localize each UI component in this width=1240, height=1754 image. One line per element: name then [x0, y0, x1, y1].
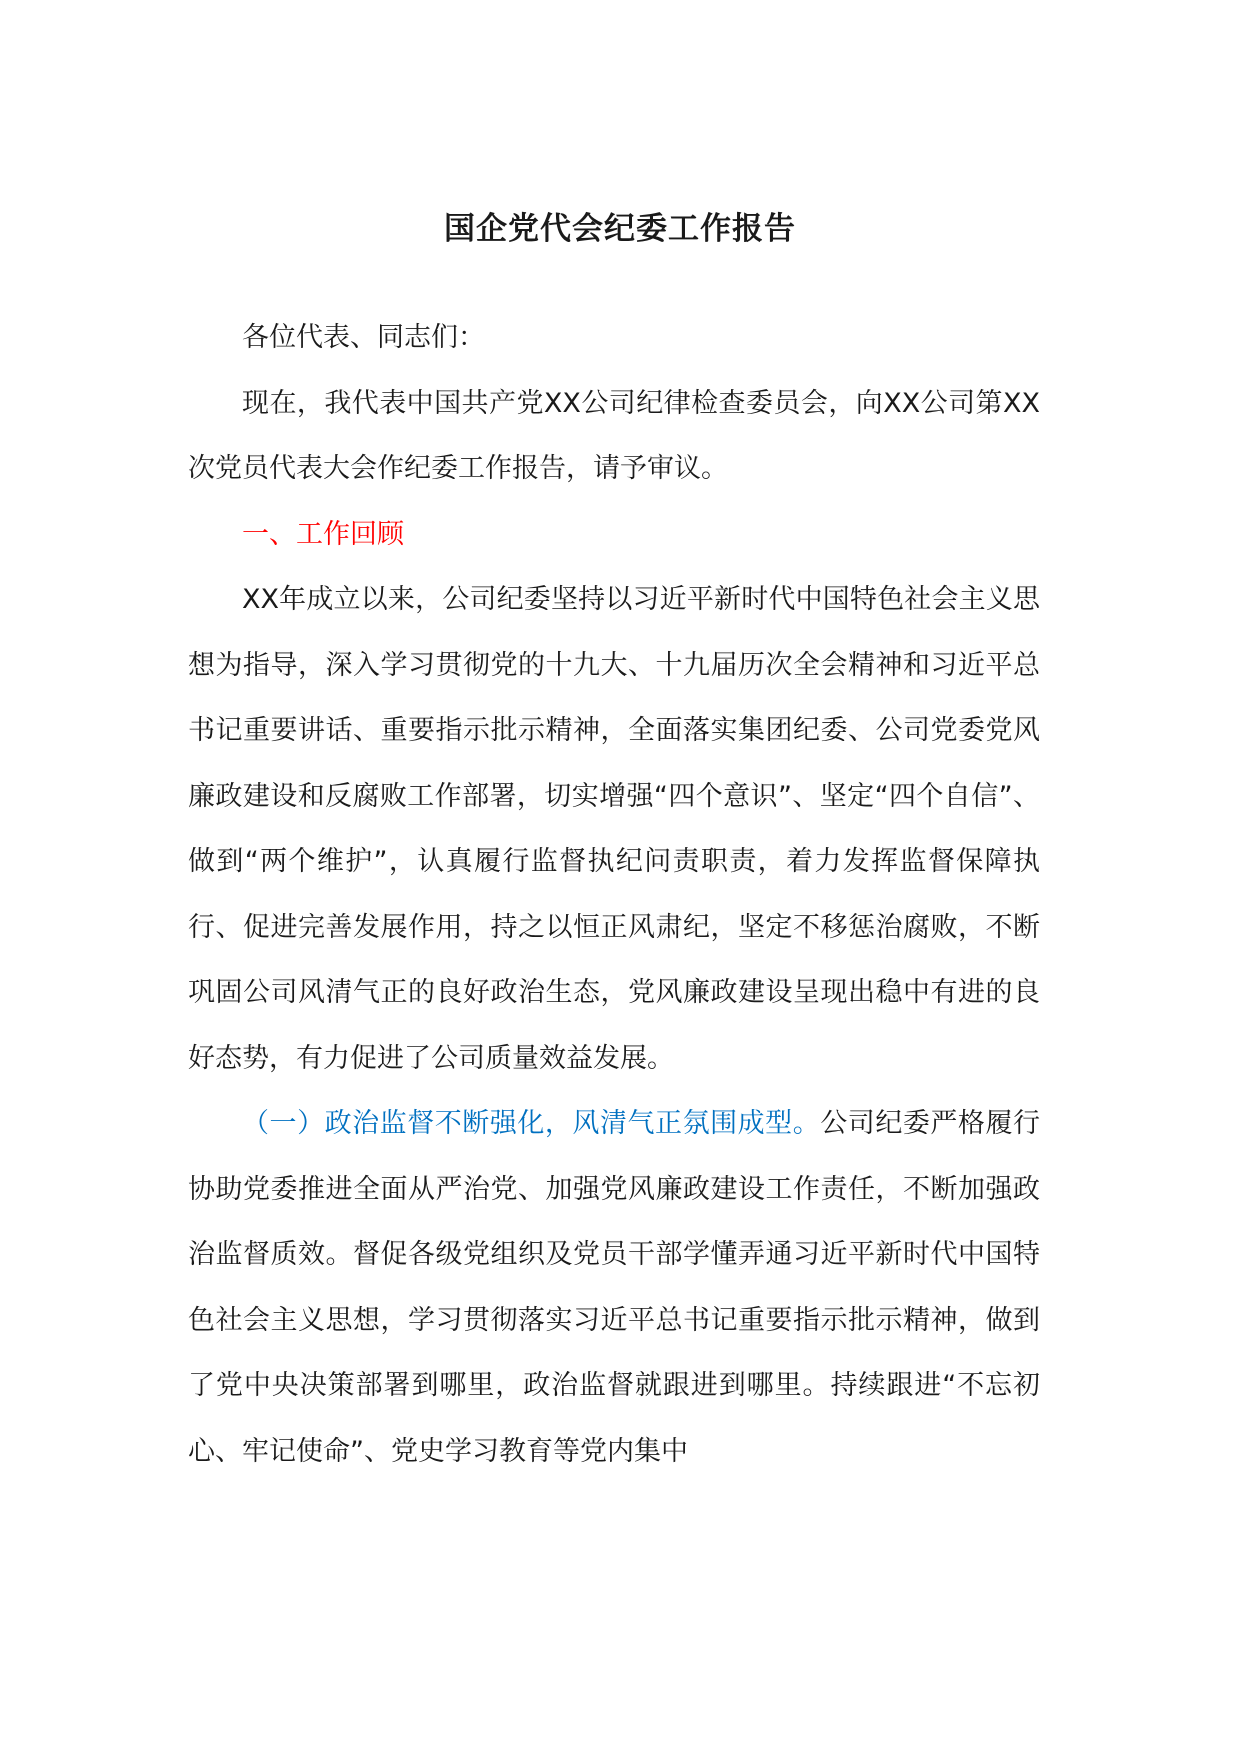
work-review-paragraph: XX年成立以来，公司纪委坚持以习近平新时代中国特色社会主义思想为指导，深入学习贯彻党的十九大、十九届历次全会精神和习近平总书记重要讲话、重要指示批示精神，全面落实集团纪委、公司党委党风廉政建设和反腐败工作部署，切实增强“四个意识”、坚定“四个自信”、做到“两个维护”，认真履行监督执纪问责职责，着力发挥监督保障执行、促进完善发展作用，持之以恒正风肃纪，坚定不移惩治腐败，不断巩固公司风清气正的良好政治生态，党风廉政建设呈现出稳中有进的良好态势，有力促进了公司质量效益发展。: [188, 584, 1040, 1074]
political-supervision-text: 公司纪委严格履行协助党委推进全面从严治党、加强党风廉政建设工作责任，不断加强政治监督质效。督促各级党组织及党员干部学懂弄通习近平新时代中国特色社会主义思想，学习贯彻落实习近平总书记重要指示批示精神，做到了党中央决策部署到哪里，政治监督就跟进到哪里。持续跟进“不忘初心、牢记使命”、党史学习教育等党内集中: [188, 1108, 1040, 1467]
document-body: [188, 305, 1040, 1484]
document-title: 国企党代会纪委工作报告: [444, 211, 796, 247]
section-heading-work-review: 一、工作回顾: [242, 518, 404, 550]
political-supervision-paragraph: [188, 1091, 1040, 1484]
salutation-paragraph: 各位代表、同志们：: [242, 322, 485, 353]
intro-paragraph: 现在，我代表中国共产党XX公司纪律检查委员会，向XX公司第XX次党员代表大会作纪委工作报告，请予审议。: [188, 387, 1040, 484]
subsection-heading-political-supervision: （一）政治监督不断强化，风清气正氛围成型。: [242, 1108, 821, 1139]
